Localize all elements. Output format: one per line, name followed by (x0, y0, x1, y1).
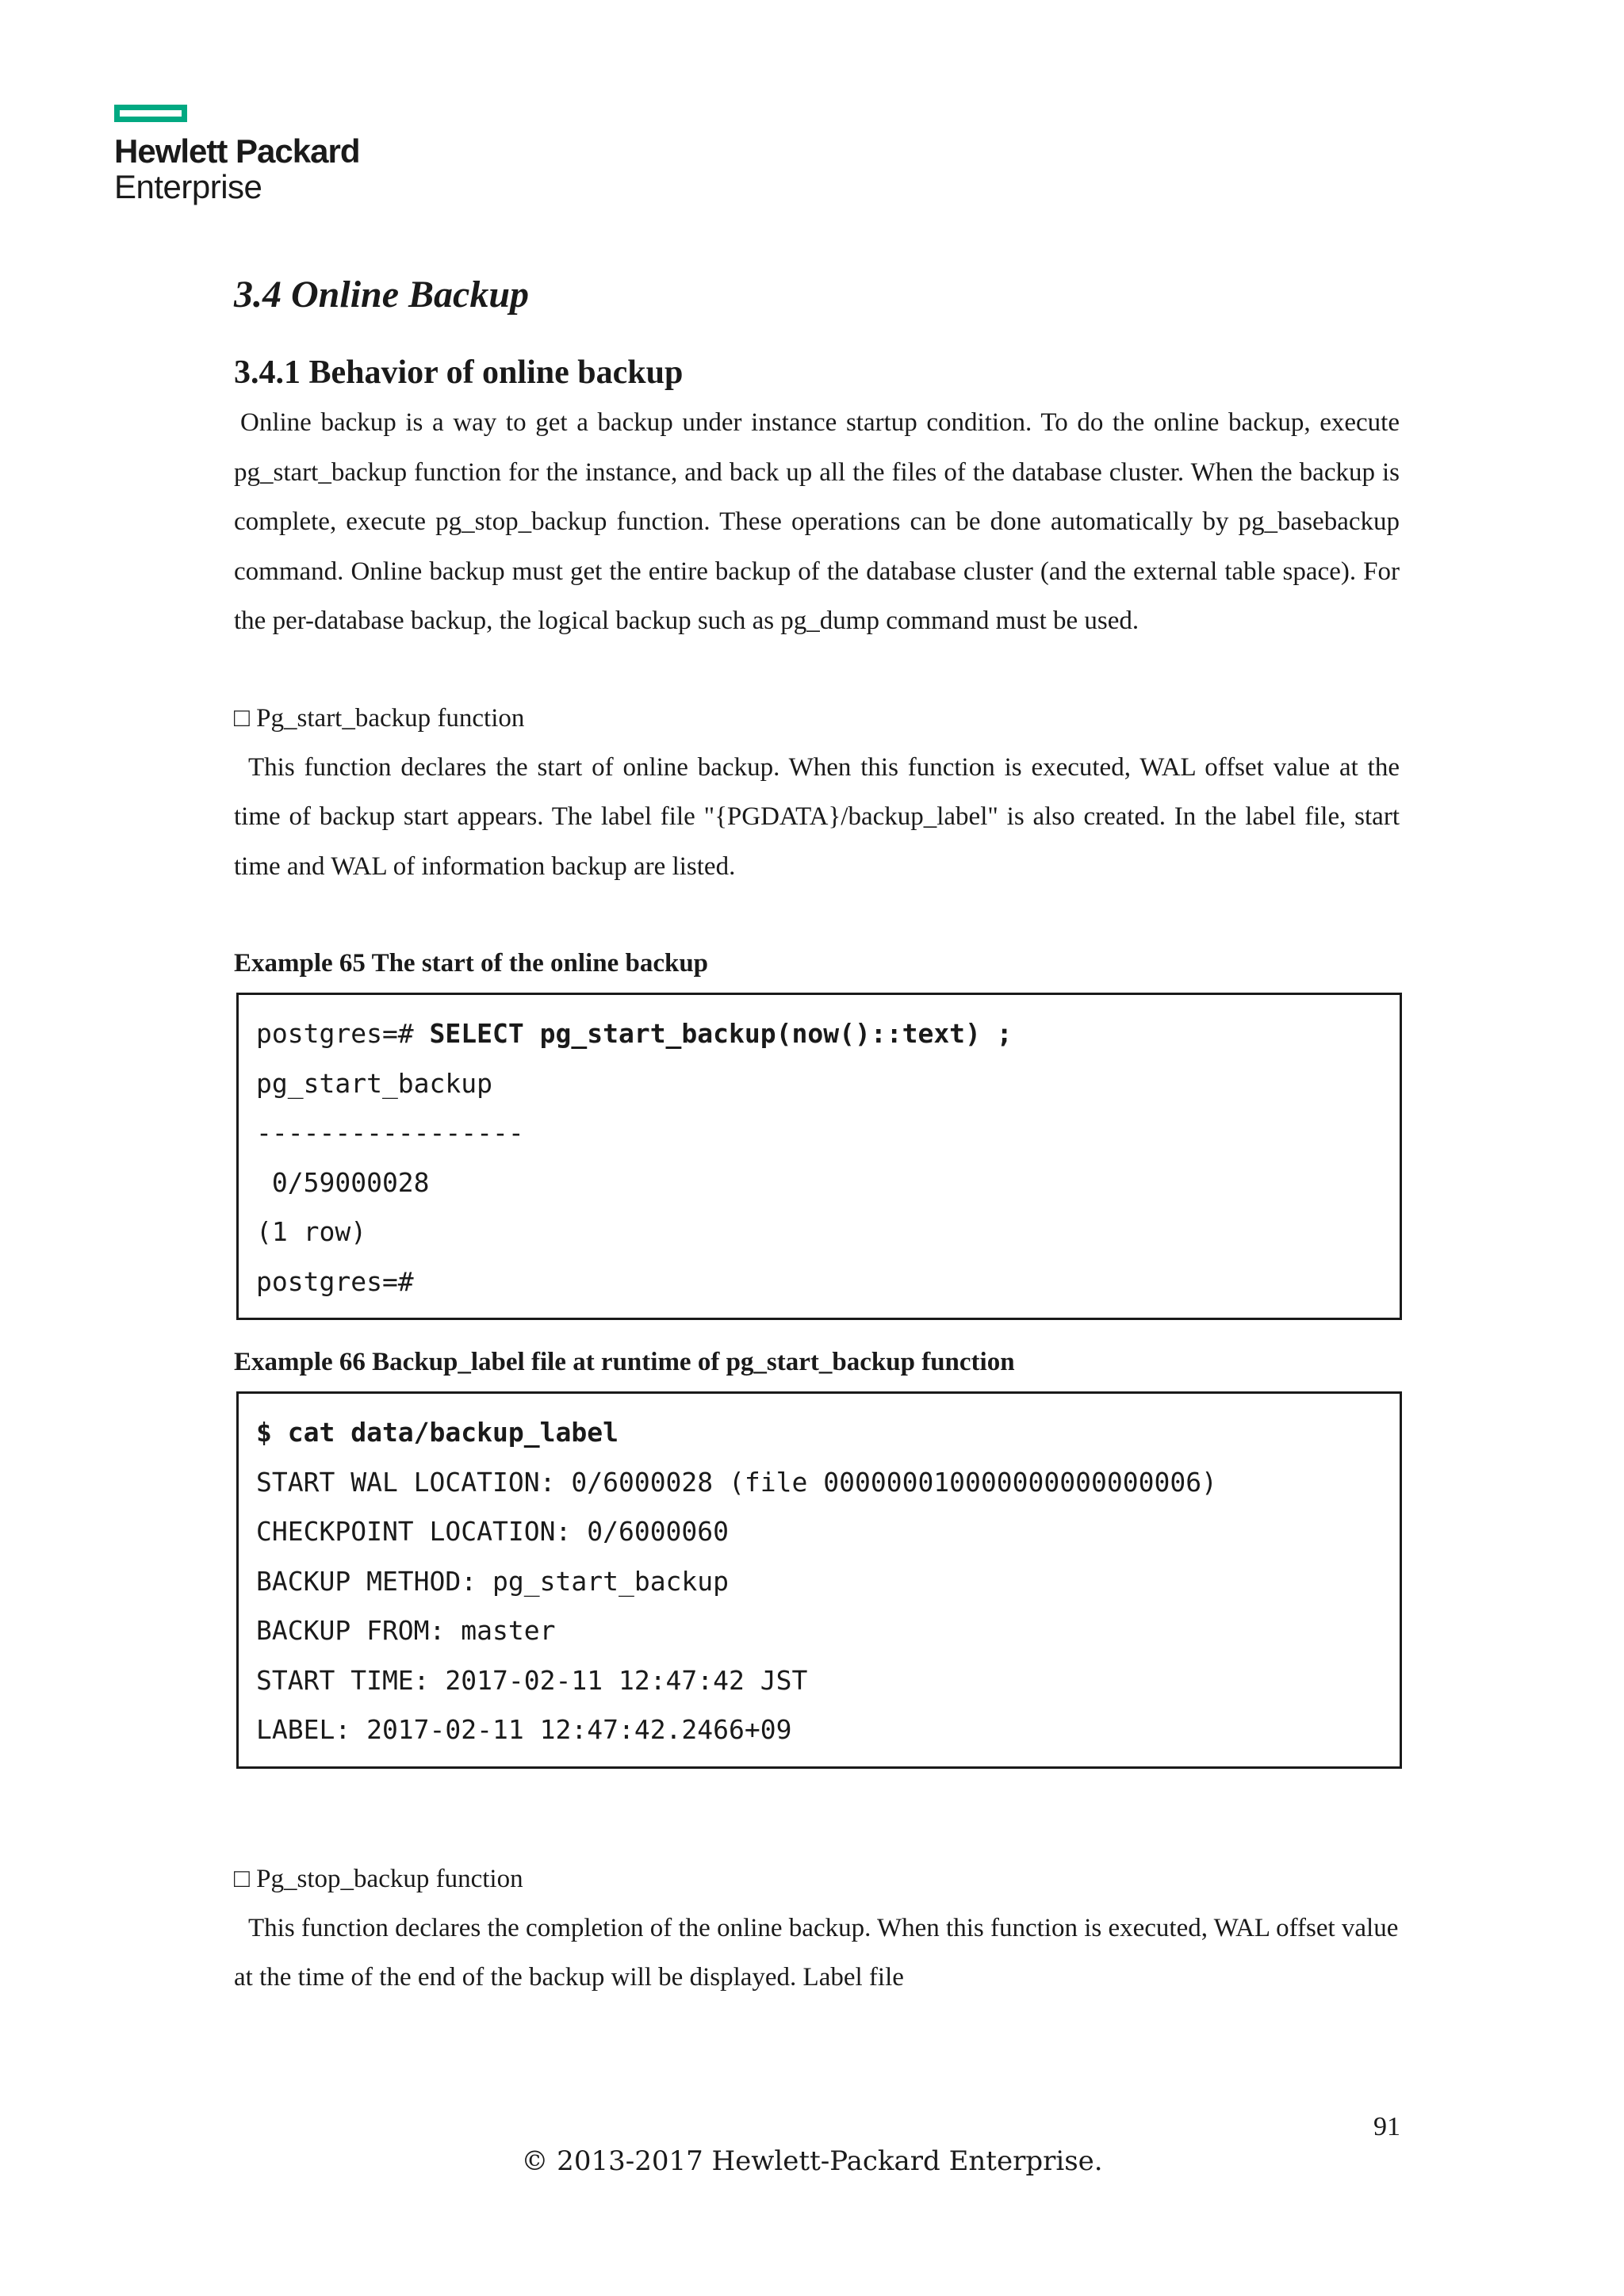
code-line: postgres=# (256, 1265, 414, 1297)
code-command: $ cat data/backup_label (256, 1417, 619, 1448)
example-65-code-block (236, 993, 1402, 1320)
code-line: pg_start_backup (256, 1067, 493, 1099)
code-line (256, 1009, 1382, 1059)
code-line: START TIME: 2017-02-11 12:47:42 JST (256, 1664, 808, 1696)
hpe-logo-mark (114, 105, 187, 122)
code-line: BACKUP METHOD: pg_start_backup (256, 1565, 730, 1597)
code-line: (1 row) (256, 1216, 367, 1247)
code-line: START WAL LOCATION: 0/6000028 (file 000000010000000000000006) (256, 1466, 1217, 1498)
stop-backup-description: This function declares the completion of the online backup. When this function is executed, WAL offset value at the time of the end of the backup will be displayed. Label file (234, 1913, 1399, 1992)
code-prompt: postgres=# (256, 1018, 430, 1049)
subsection-title: 3.4.1 Behavior of online backup (234, 354, 684, 391)
start-backup-heading: □ Pg_start_backup function (234, 703, 525, 733)
example-65-caption: Example 65 The start of the online backup (234, 949, 709, 978)
code-line: LABEL: 2017-02-11 12:47:42.2466+09 (256, 1714, 792, 1745)
start-backup-description: This function declares the start of online backup. When this function is executed, WAL offset value at the time of backup start appears. The label file "{PGDATA}/backup_label" is also created. In the label file, start time and WAL of information backup are listed. (234, 752, 1400, 881)
copyright-footer: © 2013-2017 Hewlett-Packard Enterprise. (521, 2145, 1103, 2177)
intro-paragraph: Online backup is a way to get a backup under instance startup condition. To do the online backup, execute pg_start_backup function for the instance, and back up all the files of the database cluster. When the backup is complete, execute pg_stop_backup function. These operations can be done automatically by pg_basebackup command. Online backup must get the entire backup of the database cluster (and the external table space). For the per-database backup, the logical backup such as pg_dump command must be used. (234, 408, 1400, 635)
page-number: 91 (1373, 2112, 1400, 2141)
section-title: 3.4 Online Backup (234, 274, 530, 316)
hpe-logo (114, 105, 359, 205)
example-66-code-block (236, 1391, 1402, 1769)
code-command: SELECT pg_start_backup(now()::text) ; (429, 1018, 1013, 1049)
code-line: CHECKPOINT LOCATION: 0/6000060 (256, 1516, 730, 1547)
example-66-caption: Example 66 Backup_label file at runtime of pg_start_backup function (234, 1348, 1015, 1376)
logo-text-line2: Enterprise (114, 168, 262, 205)
document-body (234, 270, 1400, 2003)
code-line: 0/59000028 (256, 1166, 430, 1198)
code-line: BACKUP FROM: master (256, 1615, 556, 1646)
stop-backup-heading: □ Pg_stop_backup function (234, 1864, 523, 1893)
code-line: ----------------- (256, 1117, 524, 1148)
logo-text-line1: Hewlett Packard (114, 132, 360, 170)
